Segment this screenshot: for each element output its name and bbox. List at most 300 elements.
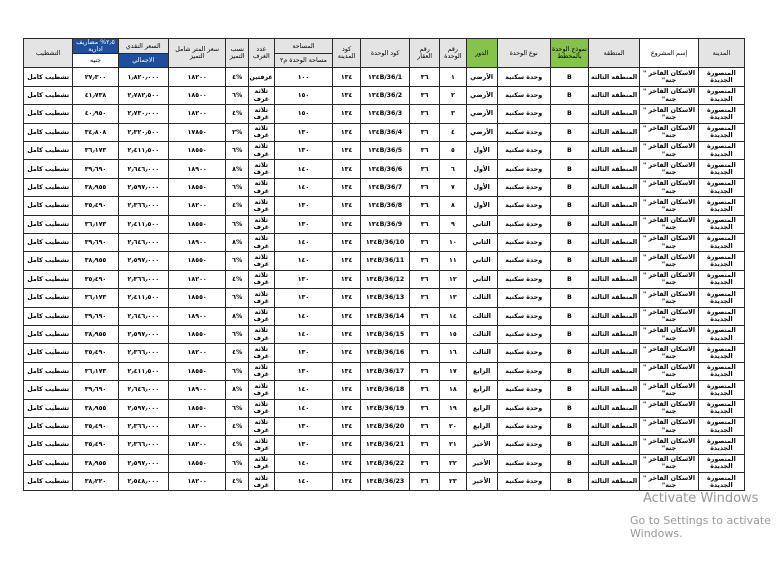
- cell-cash-price: ٢٫٣٦٦٫٠٠٠: [118, 436, 168, 454]
- header-area-group: المساحة: [274, 39, 333, 54]
- cell-unit-no: ١٢: [440, 270, 467, 288]
- cell-area: ١٤٠: [274, 178, 333, 196]
- cell-price-per-meter: ١٨٥٥٠: [168, 289, 226, 307]
- cell-price-per-meter: ١٨٥٥٠: [168, 215, 226, 233]
- table-row: [24, 68, 745, 86]
- cell-cash-price: ٢٫٥٩٧٫٠٠٠: [118, 252, 168, 270]
- header-cash-sub: الاجمالي: [118, 54, 168, 68]
- cell-area: ١٤٠: [274, 307, 333, 325]
- cell-cash-price: ٢٫٦٤٦٫٠٠٠: [118, 381, 168, 399]
- header-building-no: رقم العقار: [410, 39, 440, 68]
- header-admin-sub: جنيه: [73, 54, 118, 68]
- cell-finish: تشطيب كامل: [24, 215, 73, 233]
- cell-area: ١٣٠: [274, 344, 333, 362]
- cell-city-code: ١٣٤: [333, 68, 361, 86]
- cell-finish: تشطيب كامل: [24, 289, 73, 307]
- table-body: [24, 68, 745, 491]
- table-row: [24, 178, 745, 196]
- cell-price-per-meter: ١٨٢٠٠: [168, 105, 226, 123]
- cell-premium-pct: %٨: [226, 381, 249, 399]
- cell-region: المنطقة الثالثة: [588, 473, 639, 491]
- cell-region: المنطقة الثالثة: [588, 252, 639, 270]
- cell-price-per-meter: ١٨٥٥٠: [168, 252, 226, 270]
- cell-unit-code: ١٣٤B/36/15: [360, 325, 409, 343]
- cell-floor: الرابع: [466, 381, 497, 399]
- cell-premium-pct: %٦: [226, 178, 249, 196]
- header-unit-no: رقم الوحدة: [440, 39, 467, 68]
- cell-project: الاسكان الفاخر " جنة": [640, 325, 699, 343]
- cell-finish: تشطيب كامل: [24, 178, 73, 196]
- cell-unit-model: B: [550, 197, 588, 215]
- cell-area: ١٤٠: [274, 399, 333, 417]
- cell-price-per-meter: ١٨٩٠٠: [168, 381, 226, 399]
- header-floor: الدور: [466, 39, 497, 68]
- cell-unit-model: B: [550, 233, 588, 251]
- cell-unit-code: ١٣٤B/36/5: [360, 142, 409, 160]
- cell-unit-model: B: [550, 473, 588, 491]
- cell-unit-no: ١٧: [440, 362, 467, 380]
- table-row: [24, 86, 745, 104]
- cell-project: الاسكان الفاخر " جنة": [640, 123, 699, 141]
- cell-unit-type: وحدة سكنية: [497, 252, 550, 270]
- cell-city-code: ١٣٤: [333, 270, 361, 288]
- table-row: [24, 473, 745, 491]
- cell-unit-type: وحدة سكنية: [497, 454, 550, 472]
- cell-city-code: ١٣٤: [333, 381, 361, 399]
- cell-premium-pct: %٨: [226, 160, 249, 178]
- cell-project: الاسكان الفاخر " جنة": [640, 160, 699, 178]
- cell-floor: الثالث: [466, 344, 497, 362]
- cell-region: المنطقة الثالثة: [588, 270, 639, 288]
- cell-unit-code: ١٣٤B/36/17: [360, 362, 409, 380]
- cell-city-code: ١٣٤: [333, 215, 361, 233]
- header-unit-type: نوع الوحدة: [497, 39, 550, 68]
- cell-unit-type: وحدة سكنية: [497, 381, 550, 399]
- cell-unit-no: ٢٣: [440, 473, 467, 491]
- cell-unit-code: ١٣٤B/36/11: [360, 252, 409, 270]
- cell-unit-model: B: [550, 454, 588, 472]
- cell-premium-pct: %٤: [226, 473, 249, 491]
- cell-rooms: ثلاثة غرف: [249, 417, 275, 435]
- cell-finish: تشطيب كامل: [24, 86, 73, 104]
- table-row: [24, 307, 745, 325]
- cell-cash-price: ٢٫٦٤٦٫٠٠٠: [118, 307, 168, 325]
- cell-building-no: ٣٦: [410, 381, 440, 399]
- cell-area: ١٥٠: [274, 105, 333, 123]
- cell-unit-type: وحدة سكنية: [497, 436, 550, 454]
- cell-building-no: ٣٦: [410, 362, 440, 380]
- cell-unit-type: وحدة سكنية: [497, 233, 550, 251]
- cell-cash-price: ٢٫٤١١٫٥٠٠: [118, 362, 168, 380]
- table-row: [24, 436, 745, 454]
- cell-unit-model: B: [550, 344, 588, 362]
- header-rooms: عدد الغرف: [249, 39, 275, 68]
- cell-floor: الأخير: [466, 454, 497, 472]
- cell-project: الاسكان الفاخر " جنة": [640, 68, 699, 86]
- cell-project: الاسكان الفاخر " جنة": [640, 215, 699, 233]
- cell-floor: الأول: [466, 160, 497, 178]
- cell-unit-no: ١٩: [440, 399, 467, 417]
- table-row: [24, 123, 745, 141]
- cell-project: الاسكان الفاخر " جنة": [640, 436, 699, 454]
- cell-finish: تشطيب كامل: [24, 307, 73, 325]
- cell-city-code: ١٣٤: [333, 160, 361, 178]
- table-row: [24, 215, 745, 233]
- cell-rooms: ثلاثة غرف: [249, 86, 275, 104]
- cell-admin-fee: ٣٨٫٩٥٥: [73, 178, 118, 196]
- cell-floor: الثاني: [466, 252, 497, 270]
- cell-project: الاسكان الفاخر " جنة": [640, 252, 699, 270]
- cell-floor: الثالث: [466, 325, 497, 343]
- cell-area: ١٣٠: [274, 362, 333, 380]
- cell-region: المنطقة الثالثة: [588, 454, 639, 472]
- cell-rooms: ثلاثة غرف: [249, 325, 275, 343]
- cell-region: المنطقة الثالثة: [588, 436, 639, 454]
- cell-unit-type: وحدة سكنية: [497, 325, 550, 343]
- cell-building-no: ٣٦: [410, 325, 440, 343]
- cell-premium-pct: %٨: [226, 307, 249, 325]
- cell-finish: تشطيب كامل: [24, 436, 73, 454]
- cell-area: ١٣٠: [274, 197, 333, 215]
- cell-unit-type: وحدة سكنية: [497, 270, 550, 288]
- cell-project: الاسكان الفاخر " جنة": [640, 289, 699, 307]
- cell-finish: تشطيب كامل: [24, 123, 73, 141]
- cell-cash-price: ٢٫٦٤٦٫٠٠٠: [118, 160, 168, 178]
- cell-finish: تشطيب كامل: [24, 325, 73, 343]
- cell-building-no: ٣٦: [410, 417, 440, 435]
- cell-unit-model: B: [550, 160, 588, 178]
- table-row: [24, 289, 745, 307]
- cell-unit-no: ٢١: [440, 436, 467, 454]
- cell-cash-price: ٢٫٧٣٠٫٠٠٠: [118, 105, 168, 123]
- cell-rooms: ثلاثة غرف: [249, 233, 275, 251]
- cell-city: المنصورة الجديدة: [698, 68, 744, 86]
- cell-building-no: ٣٦: [410, 289, 440, 307]
- cell-city-code: ١٣٤: [333, 142, 361, 160]
- cell-rooms: ثلاثة غرف: [249, 436, 275, 454]
- cell-premium-pct: %٤: [226, 105, 249, 123]
- cell-area: ١٤٠: [274, 233, 333, 251]
- price-table-container: [23, 38, 745, 491]
- cell-floor: الأول: [466, 142, 497, 160]
- cell-unit-model: B: [550, 142, 588, 160]
- cell-area: ١٣٠: [274, 417, 333, 435]
- cell-finish: تشطيب كامل: [24, 417, 73, 435]
- header-cash-price: السعر النقدي: [118, 39, 168, 54]
- cell-city: المنصورة الجديدة: [698, 233, 744, 251]
- cell-premium-pct: %٦: [226, 142, 249, 160]
- cell-unit-type: وحدة سكنية: [497, 344, 550, 362]
- cell-premium-pct: %٤: [226, 436, 249, 454]
- cell-unit-no: ٢٢: [440, 454, 467, 472]
- cell-floor: الثاني: [466, 270, 497, 288]
- units-price-table: [23, 38, 745, 491]
- cell-city-code: ١٣٤: [333, 307, 361, 325]
- cell-unit-model: B: [550, 123, 588, 141]
- cell-unit-model: B: [550, 289, 588, 307]
- cell-floor: الثاني: [466, 233, 497, 251]
- header-premium-pct: نسب التميز: [226, 39, 249, 68]
- cell-unit-no: ١٤: [440, 307, 467, 325]
- cell-unit-type: وحدة سكنية: [497, 307, 550, 325]
- cell-city-code: ١٣٤: [333, 325, 361, 343]
- cell-city: المنصورة الجديدة: [698, 105, 744, 123]
- cell-floor: الأرضي: [466, 105, 497, 123]
- cell-premium-pct: %٨: [226, 233, 249, 251]
- cell-city: المنصورة الجديدة: [698, 197, 744, 215]
- cell-area: ١٣٠: [274, 142, 333, 160]
- cell-admin-fee: ٣٩٫٦٩٠: [73, 160, 118, 178]
- header-city-code: كود المدينة: [333, 39, 361, 68]
- cell-unit-code: ١٣٤B/36/3: [360, 105, 409, 123]
- cell-cash-price: ٢٫٥٤٨٫٠٠٠: [118, 473, 168, 491]
- cell-floor: الأخير: [466, 473, 497, 491]
- cell-price-per-meter: ١٨٢٠٠: [168, 436, 226, 454]
- cell-admin-fee: ٣٥٫٤٩٠: [73, 344, 118, 362]
- cell-project: الاسكان الفاخر " جنة": [640, 454, 699, 472]
- cell-unit-code: ١٣٤B/36/12: [360, 270, 409, 288]
- cell-rooms: ثلاثة غرف: [249, 307, 275, 325]
- cell-city-code: ١٣٤: [333, 344, 361, 362]
- cell-price-per-meter: ١٨٩٠٠: [168, 233, 226, 251]
- header-project: إسم المشروع: [640, 39, 699, 68]
- cell-city-code: ١٣٤: [333, 473, 361, 491]
- cell-unit-type: وحدة سكنية: [497, 68, 550, 86]
- header-admin-fee: ٢٫٥% مصاريف ادارية: [73, 39, 118, 54]
- cell-cash-price: ٢٫٥٩٧٫٠٠٠: [118, 325, 168, 343]
- cell-price-per-meter: ١٨٥٥٠: [168, 399, 226, 417]
- cell-price-per-meter: ١٨٩٠٠: [168, 160, 226, 178]
- cell-project: الاسكان الفاخر " جنة": [640, 233, 699, 251]
- cell-admin-fee: ٣٦٫١٧٣: [73, 215, 118, 233]
- cell-rooms: ثلاثة غرف: [249, 399, 275, 417]
- cell-unit-code: ١٣٤B/36/4: [360, 123, 409, 141]
- cell-city-code: ١٣٤: [333, 197, 361, 215]
- cell-rooms: ثلاثة غرف: [249, 252, 275, 270]
- cell-admin-fee: ٣٥٫٤٩٠: [73, 417, 118, 435]
- cell-unit-model: B: [550, 215, 588, 233]
- cell-region: المنطقة الثالثة: [588, 307, 639, 325]
- cell-building-no: ٣٦: [410, 215, 440, 233]
- cell-region: المنطقة الثالثة: [588, 233, 639, 251]
- cell-premium-pct: %٦: [226, 454, 249, 472]
- cell-city-code: ١٣٤: [333, 123, 361, 141]
- cell-unit-model: B: [550, 362, 588, 380]
- cell-admin-fee: ٤١٫٧٣٨: [73, 86, 118, 104]
- cell-unit-no: ١٥: [440, 325, 467, 343]
- cell-admin-fee: ٣٥٫٤٩٠: [73, 436, 118, 454]
- cell-price-per-meter: ١٨٢٠٠: [168, 417, 226, 435]
- cell-area: ١٣٠: [274, 270, 333, 288]
- cell-unit-no: ٣: [440, 105, 467, 123]
- cell-project: الاسكان الفاخر " جنة": [640, 142, 699, 160]
- cell-unit-no: ٢: [440, 86, 467, 104]
- cell-unit-code: ١٣٤B/36/16: [360, 344, 409, 362]
- cell-project: الاسكان الفاخر " جنة": [640, 344, 699, 362]
- cell-rooms: ثلاثة غرف: [249, 123, 275, 141]
- cell-premium-pct: %٦: [226, 325, 249, 343]
- table-row: [24, 381, 745, 399]
- cell-unit-code: ١٣٤B/36/22: [360, 454, 409, 472]
- header-region: المنطقة: [588, 39, 639, 68]
- cell-unit-model: B: [550, 105, 588, 123]
- cell-city: المنصورة الجديدة: [698, 178, 744, 196]
- cell-city: المنصورة الجديدة: [698, 454, 744, 472]
- cell-price-per-meter: ١٨٩٠٠: [168, 307, 226, 325]
- cell-unit-model: B: [550, 86, 588, 104]
- cell-rooms: غرفتين: [249, 68, 275, 86]
- cell-price-per-meter: ١٨٥٥٠: [168, 178, 226, 196]
- cell-finish: تشطيب كامل: [24, 252, 73, 270]
- cell-finish: تشطيب كامل: [24, 344, 73, 362]
- cell-admin-fee: ٣٨٫٢٢٠: [73, 473, 118, 491]
- cell-rooms: ثلاثة غرف: [249, 362, 275, 380]
- table-row: [24, 399, 745, 417]
- cell-unit-code: ١٣٤B/36/9: [360, 215, 409, 233]
- cell-price-per-meter: ١٨٢٠٠: [168, 270, 226, 288]
- cell-floor: الأرضي: [466, 86, 497, 104]
- cell-price-per-meter: ١٨٢٠٠: [168, 197, 226, 215]
- cell-building-no: ٣٦: [410, 123, 440, 141]
- cell-rooms: ثلاثة غرف: [249, 381, 275, 399]
- cell-price-per-meter: ١٨٢٠٠: [168, 68, 226, 86]
- cell-finish: تشطيب كامل: [24, 197, 73, 215]
- cell-project: الاسكان الفاخر " جنة": [640, 362, 699, 380]
- cell-region: المنطقة الثالثة: [588, 417, 639, 435]
- cell-unit-no: ٤: [440, 123, 467, 141]
- cell-cash-price: ٢٫٥٩٧٫٠٠٠: [118, 178, 168, 196]
- cell-unit-model: B: [550, 178, 588, 196]
- cell-finish: تشطيب كامل: [24, 142, 73, 160]
- cell-admin-fee: ٣٦٫١٧٣: [73, 289, 118, 307]
- cell-admin-fee: ٤٠٫٩٥٠: [73, 105, 118, 123]
- cell-building-no: ٣٦: [410, 68, 440, 86]
- table-row: [24, 270, 745, 288]
- cell-unit-code: ١٣٤B/36/13: [360, 289, 409, 307]
- cell-floor: الأول: [466, 178, 497, 196]
- table-row: [24, 362, 745, 380]
- cell-area: ١٠٠: [274, 68, 333, 86]
- cell-unit-type: وحدة سكنية: [497, 123, 550, 141]
- cell-floor: الأخير: [466, 436, 497, 454]
- cell-unit-no: ١٦: [440, 344, 467, 362]
- table-row: [24, 325, 745, 343]
- cell-project: الاسكان الفاخر " جنة": [640, 178, 699, 196]
- cell-finish: تشطيب كامل: [24, 399, 73, 417]
- cell-project: الاسكان الفاخر " جنة": [640, 473, 699, 491]
- cell-cash-price: ٢٫٣٦٦٫٠٠٠: [118, 197, 168, 215]
- cell-price-per-meter: ١٧٨٥٠: [168, 123, 226, 141]
- cell-unit-model: B: [550, 399, 588, 417]
- cell-area: ١٥٠: [274, 86, 333, 104]
- watermark-subtitle: Go to Settings to activate Windows.: [630, 514, 771, 540]
- cell-city: المنصورة الجديدة: [698, 344, 744, 362]
- cell-rooms: ثلاثة غرف: [249, 215, 275, 233]
- cell-unit-type: وحدة سكنية: [497, 160, 550, 178]
- cell-unit-model: B: [550, 270, 588, 288]
- cell-area: ١٣٠: [274, 289, 333, 307]
- cell-price-per-meter: ١٨٥٥٠: [168, 362, 226, 380]
- cell-building-no: ٣٦: [410, 142, 440, 160]
- cell-cash-price: ٢٫٣٦٦٫٠٠٠: [118, 344, 168, 362]
- header-area-sub: مساحة الوحدة م٢: [274, 54, 333, 68]
- table-row: [24, 160, 745, 178]
- cell-city: المنصورة الجديدة: [698, 123, 744, 141]
- header-unit-model: نموذج الوحدة بالمخطط: [550, 39, 588, 68]
- cell-finish: تشطيب كامل: [24, 105, 73, 123]
- cell-floor: الأرضي: [466, 68, 497, 86]
- cell-unit-no: ١٣: [440, 289, 467, 307]
- cell-finish: تشطيب كامل: [24, 270, 73, 288]
- cell-city: المنصورة الجديدة: [698, 325, 744, 343]
- cell-building-no: ٣٦: [410, 233, 440, 251]
- cell-premium-pct: %٦: [226, 252, 249, 270]
- cell-unit-type: وحدة سكنية: [497, 86, 550, 104]
- cell-admin-fee: ٣٨٫٩٥٥: [73, 454, 118, 472]
- cell-price-per-meter: ١٨٥٥٠: [168, 325, 226, 343]
- cell-price-per-meter: ١٨٥٠٠: [168, 86, 226, 104]
- cell-city: المنصورة الجديدة: [698, 307, 744, 325]
- cell-admin-fee: ٣٨٫٩٥٥: [73, 325, 118, 343]
- cell-unit-code: ١٣٤B/36/8: [360, 197, 409, 215]
- cell-region: المنطقة الثالثة: [588, 344, 639, 362]
- cell-building-no: ٣٦: [410, 270, 440, 288]
- cell-finish: تشطيب كامل: [24, 362, 73, 380]
- cell-area: ١٤٠: [274, 454, 333, 472]
- cell-region: المنطقة الثالثة: [588, 325, 639, 343]
- cell-city-code: ١٣٤: [333, 289, 361, 307]
- cell-region: المنطقة الثالثة: [588, 215, 639, 233]
- cell-project: الاسكان الفاخر " جنة": [640, 270, 699, 288]
- cell-unit-code: ١٣٤B/36/10: [360, 233, 409, 251]
- cell-rooms: ثلاثة غرف: [249, 178, 275, 196]
- cell-region: المنطقة الثالثة: [588, 86, 639, 104]
- table-row: [24, 105, 745, 123]
- cell-rooms: ثلاثة غرف: [249, 105, 275, 123]
- cell-unit-model: B: [550, 68, 588, 86]
- cell-cash-price: ٢٫٤١١٫٥٠٠: [118, 289, 168, 307]
- cell-city: المنصورة الجديدة: [698, 289, 744, 307]
- cell-project: الاسكان الفاخر " جنة": [640, 307, 699, 325]
- cell-rooms: ثلاثة غرف: [249, 160, 275, 178]
- cell-building-no: ٣٦: [410, 86, 440, 104]
- cell-region: المنطقة الثالثة: [588, 123, 639, 141]
- cell-cash-price: ٢٫٤١١٫٥٠٠: [118, 142, 168, 160]
- table-row: [24, 233, 745, 251]
- cell-city-code: ١٣٤: [333, 436, 361, 454]
- cell-premium-pct: %٦: [226, 289, 249, 307]
- cell-unit-model: B: [550, 252, 588, 270]
- cell-unit-model: B: [550, 307, 588, 325]
- cell-floor: الثاني: [466, 215, 497, 233]
- cell-unit-type: وحدة سكنية: [497, 362, 550, 380]
- cell-rooms: ثلاثة غرف: [249, 197, 275, 215]
- cell-city-code: ١٣٤: [333, 252, 361, 270]
- cell-admin-fee: ٣٩٫٦٩٠: [73, 307, 118, 325]
- cell-cash-price: ٢٫٧٨٢٫٥٠٠: [118, 86, 168, 104]
- cell-floor: الرابع: [466, 399, 497, 417]
- cell-project: الاسكان الفاخر " جنة": [640, 417, 699, 435]
- cell-unit-code: ١٣٤B/36/14: [360, 307, 409, 325]
- cell-admin-fee: ٣٨٫٩٥٥: [73, 399, 118, 417]
- cell-admin-fee: ٣٥٫٤٩٠: [73, 197, 118, 215]
- cell-area: ١٤٠: [274, 381, 333, 399]
- cell-unit-code: ١٣٤B/36/21: [360, 436, 409, 454]
- cell-admin-fee: ٣٦٫١٧٣: [73, 362, 118, 380]
- cell-unit-no: ١١: [440, 252, 467, 270]
- cell-city: المنصورة الجديدة: [698, 270, 744, 288]
- table-row: [24, 252, 745, 270]
